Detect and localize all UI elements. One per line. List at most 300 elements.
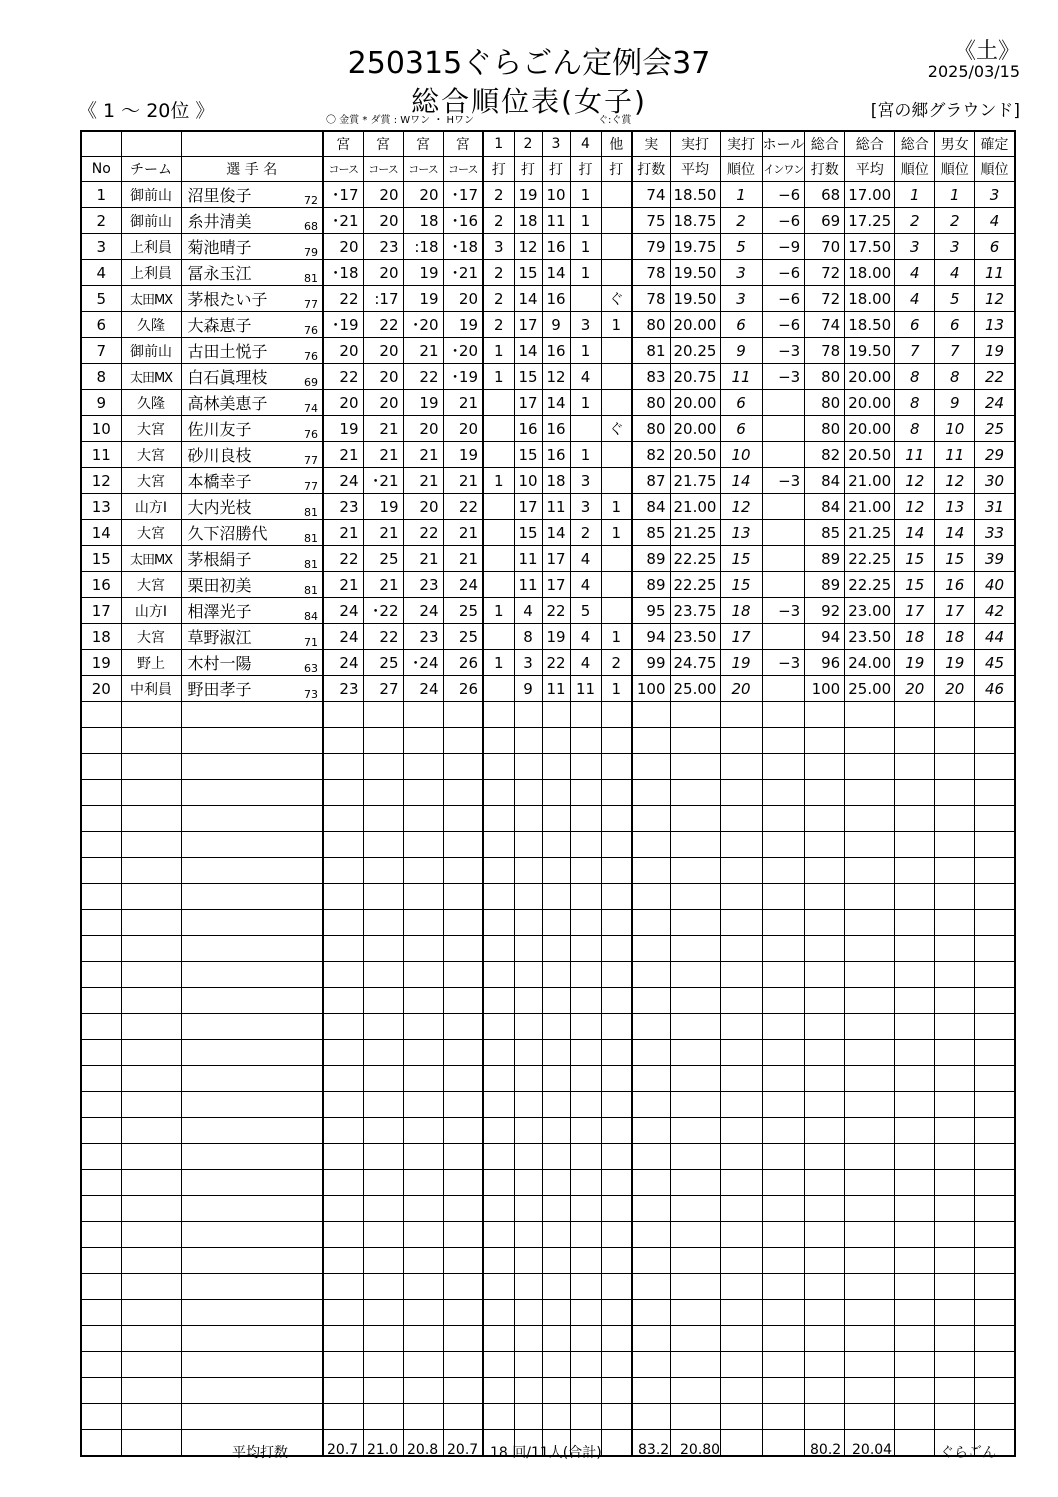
cell-no: 15 (81, 546, 121, 572)
empty-row (81, 1040, 1015, 1066)
cell-gavg (845, 988, 895, 1014)
empty-row (81, 1092, 1015, 1118)
cell-age (297, 910, 323, 936)
cell-h4 (570, 1326, 601, 1352)
cell-c4 (443, 1378, 483, 1404)
cell-grank: 1 (895, 182, 935, 208)
cell-c1: 19 (323, 416, 363, 442)
cell-h4: 4 (570, 364, 601, 390)
empty-row (81, 910, 1015, 936)
cell-total (632, 1144, 670, 1170)
cell-team (121, 1430, 181, 1457)
cell-frank: 24 (975, 390, 1015, 416)
cell-age: 76 (297, 416, 323, 442)
cell-h3: 11 (542, 676, 570, 702)
cell-h4: 11 (570, 676, 601, 702)
cell-avg (670, 936, 720, 962)
cell-c4 (443, 780, 483, 806)
empty-row (81, 754, 1015, 780)
cell-gtotal (805, 910, 845, 936)
cell-grank (895, 884, 935, 910)
cell-c4 (443, 1352, 483, 1378)
cell-gtotal: 78 (805, 338, 845, 364)
cell-c1: 24 (323, 650, 363, 676)
footer-brand: ぐらごん (940, 1445, 996, 1461)
cell-total (632, 1040, 670, 1066)
cell-srank (935, 1144, 975, 1170)
cell-h3 (542, 1326, 570, 1352)
cell-c3: 22 (403, 520, 443, 546)
cell-c1 (323, 988, 363, 1014)
cell-total (632, 936, 670, 962)
cell-hio: −3 (762, 338, 805, 364)
cell-name: 冨永玉江 (181, 260, 297, 286)
cell-gavg: 21.00 (845, 468, 895, 494)
cell-c2 (363, 1222, 403, 1248)
cell-gtotal (805, 1222, 845, 1248)
cell-team (121, 1352, 181, 1378)
cell-h3: 22 (542, 650, 570, 676)
cell-h4: 4 (570, 624, 601, 650)
cell-total (632, 1014, 670, 1040)
cell-h4: 4 (570, 572, 601, 598)
col-hole2-top: 2 (514, 131, 542, 157)
cell-h1 (483, 1248, 514, 1274)
cell-h4: 1 (570, 338, 601, 364)
cell-srank: 16 (935, 572, 975, 598)
cell-c4 (443, 1274, 483, 1300)
cell-h3 (542, 1040, 570, 1066)
col-srank-label: 順位 (935, 157, 975, 182)
cell-gtotal (805, 1300, 845, 1326)
cell-grank (895, 702, 935, 728)
cell-h3: 11 (542, 208, 570, 234)
cell-gtotal: 68 (805, 182, 845, 208)
cell-hio (762, 676, 805, 702)
cell-h3 (542, 728, 570, 754)
cell-gavg: 18.00 (845, 260, 895, 286)
cell-rank: 6 (720, 390, 762, 416)
cell-c2 (363, 884, 403, 910)
cell-gtotal: 80 (805, 390, 845, 416)
cell-avg (670, 780, 720, 806)
cell-no: 14 (81, 520, 121, 546)
cell-age: 76 (297, 338, 323, 364)
cell-team (121, 1404, 181, 1430)
cell-frank: 19 (975, 338, 1015, 364)
cell-grank: 17 (895, 598, 935, 624)
cell-ho (601, 442, 632, 468)
cell-frank (975, 1222, 1015, 1248)
cell-no: 7 (81, 338, 121, 364)
cell-h4 (570, 936, 601, 962)
cell-srank: 20 (935, 676, 975, 702)
cell-hio (762, 1092, 805, 1118)
cell-gavg (845, 858, 895, 884)
cell-ho (601, 1352, 632, 1378)
cell-hio (762, 1274, 805, 1300)
col-avg-top: 実打 (670, 131, 720, 157)
cell-total (632, 702, 670, 728)
cell-no (81, 858, 121, 884)
cell-h1: 1 (483, 338, 514, 364)
cell-c2: 25 (363, 650, 403, 676)
cell-h2: 14 (514, 286, 542, 312)
cell-ho: 1 (601, 624, 632, 650)
cell-team: 御前山 (121, 182, 181, 208)
cell-srank: 8 (935, 364, 975, 390)
col-hole1-top: 1 (483, 131, 514, 157)
cell-c2 (363, 1040, 403, 1066)
cell-srank (935, 988, 975, 1014)
cell-srank: 9 (935, 390, 975, 416)
col-srank-top: 男女 (935, 131, 975, 157)
cell-team: 山方Ⅰ (121, 494, 181, 520)
cell-srank: 13 (935, 494, 975, 520)
cell-srank: 1 (935, 182, 975, 208)
cell-age (297, 1222, 323, 1248)
cell-ho (601, 182, 632, 208)
cell-frank: 33 (975, 520, 1015, 546)
cell-avg (670, 806, 720, 832)
cell-name (181, 1040, 297, 1066)
cell-gtotal (805, 1040, 845, 1066)
cell-grank (895, 728, 935, 754)
cell-h4: 1 (570, 182, 601, 208)
cell-avg (670, 754, 720, 780)
table-row (81, 182, 1015, 208)
cell-c1 (323, 1196, 363, 1222)
cell-h2: 10 (514, 468, 542, 494)
cell-c1: ･21 (323, 208, 363, 234)
col-gtotal-top: 総合 (805, 131, 845, 157)
cell-team (121, 1378, 181, 1404)
cell-team (121, 780, 181, 806)
cell-age (297, 858, 323, 884)
cell-c1 (323, 1378, 363, 1404)
cell-age (297, 1430, 323, 1457)
cell-frank (975, 1378, 1015, 1404)
cell-c2 (363, 936, 403, 962)
cell-hio (762, 1352, 805, 1378)
cell-h1 (483, 1196, 514, 1222)
cell-h4 (570, 858, 601, 884)
cell-ho (601, 702, 632, 728)
cell-age: 84 (297, 598, 323, 624)
cell-h3 (542, 1352, 570, 1378)
cell-hio (762, 624, 805, 650)
cell-c3: 19 (403, 260, 443, 286)
cell-ho: 1 (601, 676, 632, 702)
cell-avg (670, 962, 720, 988)
table-row (81, 468, 1015, 494)
cell-team (121, 806, 181, 832)
cell-hio (762, 1222, 805, 1248)
cell-ho: 1 (601, 494, 632, 520)
cell-rank (720, 1092, 762, 1118)
cell-h1 (483, 1274, 514, 1300)
cell-name: 大内光枝 (181, 494, 297, 520)
cell-c2 (363, 858, 403, 884)
cell-hio (762, 702, 805, 728)
cell-h2 (514, 1274, 542, 1300)
cell-gavg (845, 884, 895, 910)
cell-age: 72 (297, 182, 323, 208)
cell-age (297, 988, 323, 1014)
cell-frank (975, 832, 1015, 858)
cell-name: 木村一陽 (181, 650, 297, 676)
col-course4-top: 宮 (443, 131, 483, 157)
cell-no (81, 702, 121, 728)
cell-c4 (443, 1222, 483, 1248)
cell-age (297, 1040, 323, 1066)
cell-h2 (514, 780, 542, 806)
cell-c3: 20 (403, 182, 443, 208)
cell-avg (670, 1326, 720, 1352)
cell-h1 (483, 520, 514, 546)
cell-no (81, 1066, 121, 1092)
cell-h2: 17 (514, 494, 542, 520)
cell-gavg (845, 910, 895, 936)
cell-total: 78 (632, 286, 670, 312)
cell-frank (975, 858, 1015, 884)
cell-gtotal: 74 (805, 312, 845, 338)
empty-row (81, 1014, 1015, 1040)
page-subtitle: 総合順位表(女子) (411, 85, 647, 118)
cell-c3: 23 (403, 624, 443, 650)
cell-hio (762, 442, 805, 468)
cell-avg (670, 1066, 720, 1092)
cell-c1: 23 (323, 494, 363, 520)
cell-c3 (403, 728, 443, 754)
cell-rank (720, 754, 762, 780)
cell-gavg (845, 1248, 895, 1274)
cell-srank: 17 (935, 598, 975, 624)
col-hole3-label: 打 (542, 157, 570, 182)
cell-no (81, 1300, 121, 1326)
cell-h2 (514, 1040, 542, 1066)
cell-srank (935, 1118, 975, 1144)
cell-c1 (323, 962, 363, 988)
cell-c2 (363, 1066, 403, 1092)
cell-h4 (570, 1300, 601, 1326)
cell-rank: 9 (720, 338, 762, 364)
cell-hio (762, 1014, 805, 1040)
cell-gavg (845, 1118, 895, 1144)
cell-no: 17 (81, 598, 121, 624)
cell-age (297, 884, 323, 910)
cell-h4: 1 (570, 208, 601, 234)
cell-age (297, 936, 323, 962)
cell-h3: 10 (542, 182, 570, 208)
cell-c4: 19 (443, 312, 483, 338)
cell-h2 (514, 1118, 542, 1144)
cell-grank (895, 754, 935, 780)
cell-rank (720, 1352, 762, 1378)
cell-gtotal (805, 1274, 845, 1300)
cell-name (181, 1248, 297, 1274)
cell-team: 大宮 (121, 416, 181, 442)
cell-c4: 20 (443, 286, 483, 312)
cell-no (81, 832, 121, 858)
cell-h4 (570, 1274, 601, 1300)
empty-row (81, 884, 1015, 910)
col-course1-top: 宮 (323, 131, 363, 157)
cell-ho (601, 806, 632, 832)
cell-team (121, 754, 181, 780)
cell-avg: 21.00 (670, 494, 720, 520)
cell-hio (762, 728, 805, 754)
cell-h2 (514, 858, 542, 884)
cell-age: 77 (297, 286, 323, 312)
cell-c4 (443, 962, 483, 988)
cell-total (632, 1404, 670, 1430)
cell-c2 (363, 1378, 403, 1404)
cell-h1 (483, 494, 514, 520)
cell-avg: 22.25 (670, 546, 720, 572)
cell-h2: 9 (514, 676, 542, 702)
cell-h4 (570, 1248, 601, 1274)
cell-hio (762, 1170, 805, 1196)
cell-c2 (363, 780, 403, 806)
cell-ho (601, 728, 632, 754)
cell-age: 81 (297, 260, 323, 286)
col-hole-in-one-label: インワン (762, 157, 805, 182)
col-course3-label: コース (403, 157, 443, 182)
cell-rank (720, 1066, 762, 1092)
cell-gtotal (805, 962, 845, 988)
cell-gavg: 18.50 (845, 312, 895, 338)
cell-h2: 17 (514, 390, 542, 416)
cell-age: 81 (297, 494, 323, 520)
cell-c4: 21 (443, 468, 483, 494)
cell-no: 5 (81, 286, 121, 312)
cell-name: 茅根たい子 (181, 286, 297, 312)
cell-ho (601, 1300, 632, 1326)
cell-frank (975, 780, 1015, 806)
cell-c1: 24 (323, 624, 363, 650)
cell-age (297, 832, 323, 858)
cell-ho (601, 1326, 632, 1352)
cell-c2: 22 (363, 624, 403, 650)
cell-age: 74 (297, 390, 323, 416)
cell-c3 (403, 1066, 443, 1092)
cell-total: 100 (632, 676, 670, 702)
cell-name (181, 780, 297, 806)
cell-c1 (323, 702, 363, 728)
cell-h3 (542, 1092, 570, 1118)
cell-c3: 24 (403, 676, 443, 702)
cell-c2 (363, 754, 403, 780)
cell-gavg: 21.25 (845, 520, 895, 546)
cell-grank: 4 (895, 286, 935, 312)
cell-h3 (542, 832, 570, 858)
cell-frank (975, 728, 1015, 754)
cell-no (81, 728, 121, 754)
cell-grank: 15 (895, 572, 935, 598)
empty-row (81, 858, 1015, 884)
cell-h3: 16 (542, 234, 570, 260)
cell-avg (670, 1222, 720, 1248)
cell-rank: 3 (720, 286, 762, 312)
empty-row (81, 1196, 1015, 1222)
cell-h2: 15 (514, 364, 542, 390)
cell-ho: 1 (601, 312, 632, 338)
cell-rank: 6 (720, 312, 762, 338)
col-team-label: チーム (121, 157, 181, 182)
cell-total: 94 (632, 624, 670, 650)
cell-no (81, 988, 121, 1014)
cell-c3 (403, 988, 443, 1014)
cell-gtotal: 84 (805, 468, 845, 494)
cell-hio (762, 572, 805, 598)
cell-grank: 20 (895, 676, 935, 702)
cell-grank (895, 1300, 935, 1326)
cell-h1: 3 (483, 234, 514, 260)
cell-name (181, 1170, 297, 1196)
cell-h3: 11 (542, 494, 570, 520)
cell-h2 (514, 1014, 542, 1040)
cell-c4 (443, 702, 483, 728)
cell-no: 11 (81, 442, 121, 468)
cell-h4: 4 (570, 546, 601, 572)
cell-no (81, 1196, 121, 1222)
footer-avg-course3: 20.8 (407, 1442, 439, 1458)
cell-gtotal (805, 780, 845, 806)
cell-avg: 21.25 (670, 520, 720, 546)
cell-h4: 1 (570, 390, 601, 416)
cell-age: 68 (297, 208, 323, 234)
cell-frank: 44 (975, 624, 1015, 650)
cell-gavg: 25.00 (845, 676, 895, 702)
cell-c3 (403, 1352, 443, 1378)
cell-c3 (403, 1196, 443, 1222)
col-course4-label: コース (443, 157, 483, 182)
cell-team (121, 1300, 181, 1326)
cell-c1 (323, 806, 363, 832)
cell-h2 (514, 1404, 542, 1430)
cell-h4: 4 (570, 650, 601, 676)
cell-ho (601, 1092, 632, 1118)
cell-srank (935, 1378, 975, 1404)
empty-row (81, 832, 1015, 858)
cell-age: 81 (297, 520, 323, 546)
cell-c3 (403, 1118, 443, 1144)
cell-gavg (845, 754, 895, 780)
cell-c3 (403, 832, 443, 858)
cell-h2 (514, 962, 542, 988)
cell-frank (975, 1248, 1015, 1274)
cell-avg: 20.25 (670, 338, 720, 364)
cell-grank (895, 1092, 935, 1118)
cell-c3: :18 (403, 234, 443, 260)
cell-frank (975, 1404, 1015, 1430)
cell-gavg (845, 702, 895, 728)
cell-total (632, 754, 670, 780)
cell-c2 (363, 910, 403, 936)
cell-h1: 1 (483, 598, 514, 624)
cell-total (632, 728, 670, 754)
cell-c1 (323, 754, 363, 780)
cell-rank: 1 (720, 182, 762, 208)
cell-c3 (403, 1014, 443, 1040)
cell-h2: 15 (514, 520, 542, 546)
rank-range: 《 1 ～ 20位 》 (78, 100, 215, 122)
table-row (81, 572, 1015, 598)
cell-c1 (323, 1092, 363, 1118)
cell-c2 (363, 1326, 403, 1352)
cell-h4 (570, 1222, 601, 1248)
